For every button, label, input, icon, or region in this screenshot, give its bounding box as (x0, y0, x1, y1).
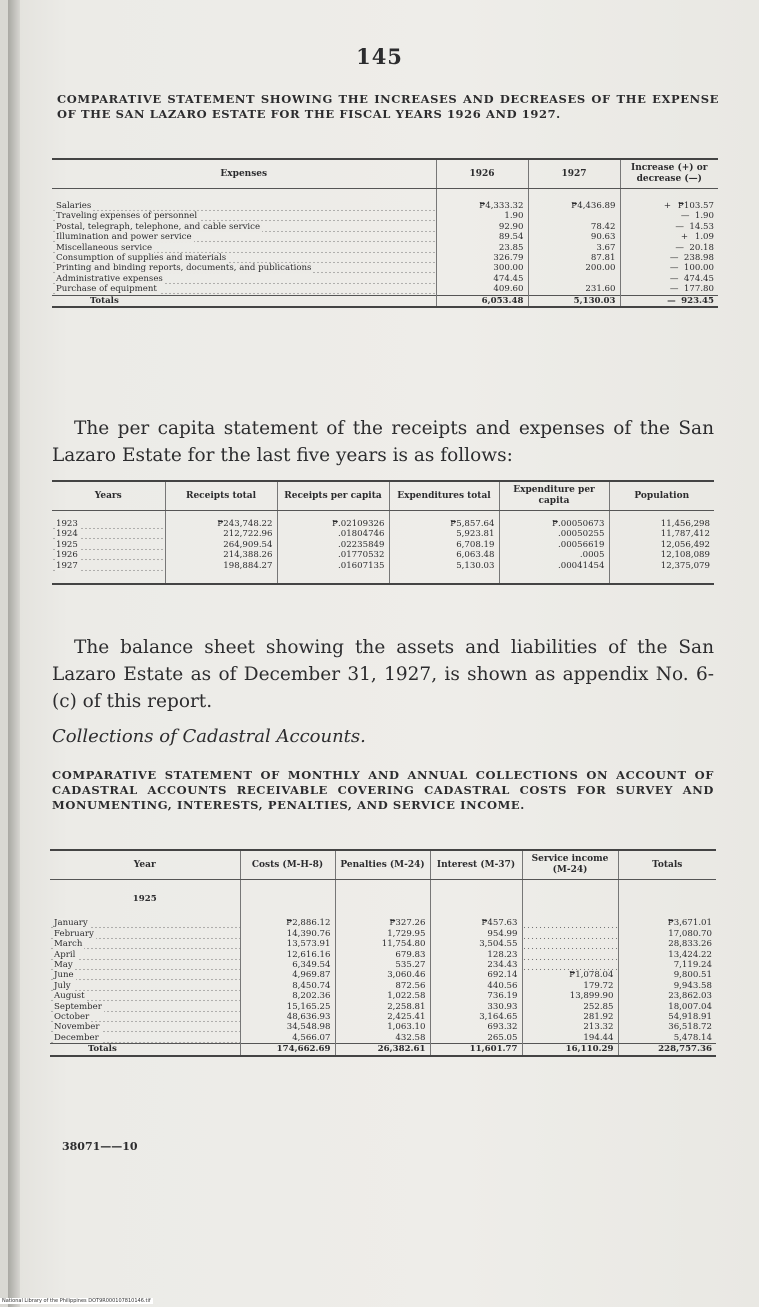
service-income-value (522, 929, 618, 939)
penalties-value: 2,425.41 (335, 1012, 430, 1022)
total-penalties: 26,382.61 (335, 1044, 430, 1056)
col-header-years: Years (52, 481, 165, 511)
row-total-value: 13,424.22 (668, 949, 712, 960)
change-sign: — (669, 253, 679, 264)
col-header-change: Increase (+) or decrease (—) (620, 159, 718, 189)
receipts-total: 264,909.54 (165, 540, 277, 550)
col-header-population: Population (609, 481, 714, 511)
row-total-value: 9,943.58 (673, 980, 712, 991)
month-cell (50, 950, 240, 960)
month-text: September (54, 1001, 102, 1012)
service-income-value (522, 950, 618, 960)
month-text: November (54, 1022, 100, 1033)
month-text: May (54, 960, 73, 971)
expense-row (52, 222, 718, 232)
costs-value: 48,636.93 (240, 1012, 335, 1022)
expenditures-total: ₱5,857.64 (389, 519, 499, 529)
expense-label (52, 201, 436, 211)
grand-total: 228,757.36 (618, 1044, 716, 1056)
expense-label (52, 232, 436, 242)
total-change (620, 295, 718, 307)
value-1927: 78.42 (528, 222, 620, 232)
expense-label-text: Salaries (56, 201, 92, 211)
value-1926: 23.85 (436, 243, 528, 253)
interest-value: 3,164.65 (430, 1012, 522, 1022)
value-1927: 87.81 (528, 253, 620, 263)
receipts-per-capita: .01804746 (277, 529, 389, 539)
penalties-value: 1,063.10 (335, 1022, 430, 1032)
row-total-value: 18,007.04 (668, 1001, 712, 1012)
expenses-table-title: COMPARATIVE STATEMENT SHOWING THE INCREASES AND DECREASES OF THE EXPENSE OF THE SAN LAZARO ESTATE FOR THE FISCAL YEARS 1926 AND 1927. (57, 92, 719, 121)
per-capita-row (52, 540, 714, 550)
receipts-total: 198,884.27 (165, 561, 277, 571)
expense-row (52, 253, 718, 263)
row-total-value: 9,800.51 (673, 970, 712, 981)
interest-value: 693.32 (430, 1022, 522, 1032)
total-change-sign: — (667, 295, 676, 306)
value-1926: 300.00 (436, 263, 528, 273)
change-cell (620, 274, 718, 284)
expense-label-text: Administrative expenses (56, 273, 163, 284)
population: 12,375,079 (660, 560, 710, 571)
expense-label-text: Purchase of equipment (56, 284, 157, 295)
collection-row (50, 1002, 716, 1012)
expenditure-per-capita: .00050255 (499, 529, 609, 539)
year-cell (52, 561, 165, 571)
month-cell (50, 970, 240, 980)
month-cell (50, 1033, 240, 1044)
value-1927 (528, 274, 620, 284)
expense-label (52, 284, 436, 295)
month-cell (50, 929, 240, 939)
service-income-value: 194.44 (522, 1033, 618, 1044)
totals-label: Totals (52, 295, 436, 307)
col-header-expenditures-total: Expenditures total (389, 481, 499, 511)
col-header-receipts-per-capita: Receipts per capita (277, 481, 389, 511)
month-text: February (54, 928, 94, 939)
per-capita-row (52, 561, 714, 571)
year-text: 1927 (56, 560, 78, 571)
per-capita-row (52, 529, 714, 539)
costs-value: 6,349.54 (240, 960, 335, 970)
expense-totals-row (52, 295, 718, 307)
row-total-value: 54,918.91 (668, 1012, 712, 1023)
per-capita-row (52, 550, 714, 560)
expense-row (52, 201, 718, 211)
col-header-1926: 1926 (436, 159, 528, 189)
expenditure-per-capita: .00041454 (499, 561, 609, 571)
per-capita-intro-paragraph: The per capita statement of the receipts and expenses of the San Lazaro Estate for the last five years is as follows: (52, 418, 714, 466)
expenses-totals (52, 295, 718, 307)
population: 11,787,412 (660, 529, 710, 540)
change-sign: + (680, 232, 689, 243)
change-sign: — (669, 263, 679, 274)
month-text: July (54, 980, 71, 991)
row-total-value: 36,518.72 (668, 1022, 712, 1033)
service-income-value (522, 960, 618, 970)
receipts-per-capita: ₱.02109326 (277, 519, 389, 529)
change-cell (620, 284, 718, 295)
month-cell (50, 1022, 240, 1032)
interest-value: ₱457.63 (430, 918, 522, 928)
collections-rows (50, 880, 716, 1044)
receipts-per-capita: .01607135 (277, 561, 389, 571)
value-1927: 200.00 (528, 263, 620, 273)
month-cell (50, 1012, 240, 1022)
change-cell (620, 232, 718, 242)
print-footnote: 38071——10 (62, 1140, 138, 1153)
month-text: August (54, 991, 85, 1002)
totals-label: Totals (50, 1044, 240, 1056)
row-total-value: ₱3,671.01 (667, 918, 712, 929)
costs-value: 8,450.74 (240, 981, 335, 991)
costs-value: ₱2,886.12 (240, 918, 335, 928)
interest-value: 128.23 (430, 950, 522, 960)
population: 12,056,492 (660, 539, 710, 550)
service-income-value: 179.72 (522, 981, 618, 991)
year-cell (52, 519, 165, 529)
expense-row (52, 232, 718, 242)
collection-row (50, 981, 716, 991)
expenditure-per-capita: .0005 (499, 550, 609, 560)
value-1926: 326.79 (436, 253, 528, 263)
month-cell (50, 991, 240, 1001)
per-capita-row (52, 519, 714, 529)
collection-row (50, 939, 716, 949)
collections-subheading: Collections of Cadastral Accounts. (52, 726, 366, 747)
change-value: 100.00 (683, 263, 714, 274)
col-header-penalties: Penalties (M-24) (335, 850, 430, 880)
total-1927: 5,130.03 (528, 295, 620, 307)
change-cell (620, 253, 718, 263)
month-cell (50, 939, 240, 949)
penalties-value: 2,258.81 (335, 1002, 430, 1012)
service-income-value: 252.85 (522, 1002, 618, 1012)
costs-value: 12,616.16 (240, 950, 335, 960)
expense-label (52, 253, 436, 263)
interest-value: 736.19 (430, 991, 522, 1001)
collection-row (50, 1033, 716, 1044)
change-sign: — (680, 211, 690, 222)
service-income-value (522, 918, 618, 928)
penalties-value: 535.27 (335, 960, 430, 970)
service-income-value (522, 939, 618, 949)
expense-row (52, 274, 718, 284)
month-text: December (54, 1032, 99, 1043)
expense-row (52, 243, 718, 253)
receipts-per-capita: .01770532 (277, 550, 389, 560)
receipts-total: 212,722.96 (165, 529, 277, 539)
per-capita-rows (52, 511, 714, 585)
collection-row (50, 970, 716, 980)
total-change-value: 923.45 (681, 295, 714, 306)
value-1927: 3.67 (528, 243, 620, 253)
collections-totals (50, 1044, 716, 1056)
expense-label (52, 263, 436, 273)
year-cell (52, 529, 165, 539)
archive-credit: National Library of the Philippines DOT9R000107810146.tif (2, 1298, 151, 1304)
population: 12,108,089 (660, 550, 710, 561)
penalties-value: 432.58 (335, 1033, 430, 1044)
expense-label (52, 274, 436, 284)
expense-row (52, 211, 718, 221)
row-total-value: 23,862.03 (668, 991, 712, 1002)
row-total-value: 17,080.70 (668, 928, 712, 939)
interest-value: 265.05 (430, 1033, 522, 1044)
service-income-value: 13,899.90 (522, 991, 618, 1001)
value-1927: ₱4,436.89 (528, 201, 620, 211)
total-costs: 174,662.69 (240, 1044, 335, 1056)
expenditures-total: 6,063.48 (389, 550, 499, 560)
row-total-value: 7,119.24 (673, 960, 712, 971)
expense-label (52, 211, 436, 221)
costs-value: 15,165.25 (240, 1002, 335, 1012)
expenses-comparison-table (52, 158, 718, 308)
year-label-1925: 1925 (50, 880, 240, 919)
col-header-service-income: Service income (M-24) (522, 850, 618, 880)
interest-value: 234.43 (430, 960, 522, 970)
value-1926: 409.60 (436, 284, 528, 295)
page-number: 145 (356, 44, 403, 69)
interest-value: 330.93 (430, 1002, 522, 1012)
month-text: April (54, 949, 76, 960)
expense-label (52, 222, 436, 232)
col-header-year: Year (50, 850, 240, 880)
penalties-value: 3,060.46 (335, 970, 430, 980)
penalties-value: 11,754.80 (335, 939, 430, 949)
col-header-expenses: Expenses (52, 159, 436, 189)
page-binding-shadow (8, 0, 20, 1307)
costs-value: 4,969.87 (240, 970, 335, 980)
expenses-rows (52, 189, 718, 296)
change-sign: — (669, 273, 679, 284)
value-1927: 231.60 (528, 284, 620, 295)
total-service-income: 16,110.29 (522, 1044, 618, 1056)
value-1926: 89.54 (436, 232, 528, 242)
year-cell (52, 550, 165, 560)
change-value: 14.53 (689, 221, 714, 232)
col-header-receipts-total: Receipts total (165, 481, 277, 511)
expense-label-text: Traveling expenses of personnel (56, 211, 198, 222)
collection-row (50, 950, 716, 960)
penalties-value: ₱327.26 (335, 918, 430, 928)
value-1926: 474.45 (436, 274, 528, 284)
penalties-value: 679.83 (335, 950, 430, 960)
change-value: ₱103.57 (677, 201, 714, 211)
collections-table-title: COMPARATIVE STATEMENT OF MONTHLY AND ANNUAL COLLECTIONS ON ACCOUNT OF CADASTRAL ACCOUNTS RECEIVABLE COVERING CADASTRAL COSTS FOR SURVEY AND MONUMENTING, INTERESTS, PENALTIES, AND SERVICE INCOME. (52, 768, 714, 812)
expenditure-per-capita: .00056619 (499, 540, 609, 550)
month-cell (50, 960, 240, 970)
value-1927: 90.63 (528, 232, 620, 242)
expense-label-text: Printing and binding reports, documents, and publications (56, 263, 312, 274)
receipts-per-capita: .02235849 (277, 540, 389, 550)
costs-value: 8,202.36 (240, 991, 335, 1001)
expense-row (52, 284, 718, 295)
expense-row (52, 263, 718, 273)
month-text: October (54, 1012, 90, 1023)
total-interest: 11,601.77 (430, 1044, 522, 1056)
year-cell (52, 540, 165, 550)
population: 11,456,298 (660, 519, 710, 529)
service-income-value: 213.32 (522, 1022, 618, 1032)
year-text: 1924 (56, 529, 78, 540)
penalties-value: 1,729.95 (335, 929, 430, 939)
expenditures-total: 5,923.81 (389, 529, 499, 539)
receipts-total: 214,388.26 (165, 550, 277, 560)
change-cell (620, 243, 718, 253)
change-value: 474.45 (683, 273, 714, 284)
costs-value: 13,573.91 (240, 939, 335, 949)
change-sign: + (663, 201, 672, 211)
change-cell (620, 263, 718, 273)
expenditure-per-capita: ₱.00050673 (499, 519, 609, 529)
interest-value: 440.56 (430, 981, 522, 991)
value-1926: 92.90 (436, 222, 528, 232)
costs-value: 4,566.07 (240, 1033, 335, 1044)
col-header-costs: Costs (M-H-8) (240, 850, 335, 880)
total-1926: 6,053.48 (436, 295, 528, 307)
expenditures-total: 6,708.19 (389, 540, 499, 550)
month-text: January (54, 918, 88, 929)
service-income-value: 281.92 (522, 1012, 618, 1022)
expenditures-total: 5,130.03 (389, 561, 499, 571)
month-cell (50, 1002, 240, 1012)
collections-totals-row (50, 1044, 716, 1056)
collections-table (50, 849, 716, 1057)
month-cell (50, 981, 240, 991)
col-header-1927: 1927 (528, 159, 620, 189)
expense-label-text: Illumination and power service (56, 232, 192, 243)
value-1926: ₱4,333.32 (436, 201, 528, 211)
expense-label-text: Postal, telegraph, telephone, and cable service (56, 221, 261, 232)
interest-value: 3,504.55 (430, 939, 522, 949)
penalties-value: 1,022.58 (335, 991, 430, 1001)
change-cell (620, 222, 718, 232)
balance-sheet-paragraph: The balance sheet showing the assets and liabilities of the San Lazaro Estate as of December 31, 1927, is shown as appendix No. 6-(c) of this report. (52, 637, 714, 712)
expense-label-text: Miscellaneous service (56, 242, 153, 253)
change-sign: — (669, 284, 679, 295)
year-text: 1925 (56, 539, 78, 550)
col-header-expenditure-per-capita: Expenditure per capita (499, 481, 609, 511)
expense-label-text: Consumption of supplies and materials (56, 253, 227, 264)
col-header-interest: Interest (M-37) (430, 850, 522, 880)
change-sign: — (675, 221, 684, 232)
change-value: 238.98 (683, 253, 714, 264)
value-1927 (528, 211, 620, 221)
change-cell (620, 211, 718, 221)
col-header-totals: Totals (618, 850, 716, 880)
expense-label (52, 243, 436, 253)
year-text: 1926 (56, 550, 78, 561)
collection-row (50, 929, 716, 939)
collection-row (50, 991, 716, 1001)
service-income-value: ₱1,078.04 (522, 970, 618, 980)
change-cell (620, 201, 718, 211)
month-text: March (54, 939, 83, 950)
month-text: June (54, 970, 74, 981)
year-text: 1923 (56, 519, 78, 529)
change-value: 20.18 (689, 242, 714, 253)
row-total-value: 28,833.26 (668, 939, 712, 950)
change-value: 177.80 (683, 284, 714, 295)
penalties-value: 872.56 (335, 981, 430, 991)
change-sign: — (675, 242, 684, 253)
month-cell (50, 918, 240, 928)
change-value: 1.90 (694, 211, 714, 222)
costs-value: 14,390.76 (240, 929, 335, 939)
costs-value: 34,548.98 (240, 1022, 335, 1032)
receipts-total: ₱243,748.22 (165, 519, 277, 529)
collection-row (50, 1012, 716, 1022)
change-value: 1.09 (694, 232, 714, 243)
collection-row (50, 1022, 716, 1032)
value-1926: 1.90 (436, 211, 528, 221)
row-total-value: 5,478.14 (673, 1032, 712, 1043)
interest-value: 692.14 (430, 970, 522, 980)
interest-value: 954.99 (430, 929, 522, 939)
collection-row (50, 960, 716, 970)
per-capita-table (52, 480, 714, 585)
collection-row (50, 918, 716, 928)
